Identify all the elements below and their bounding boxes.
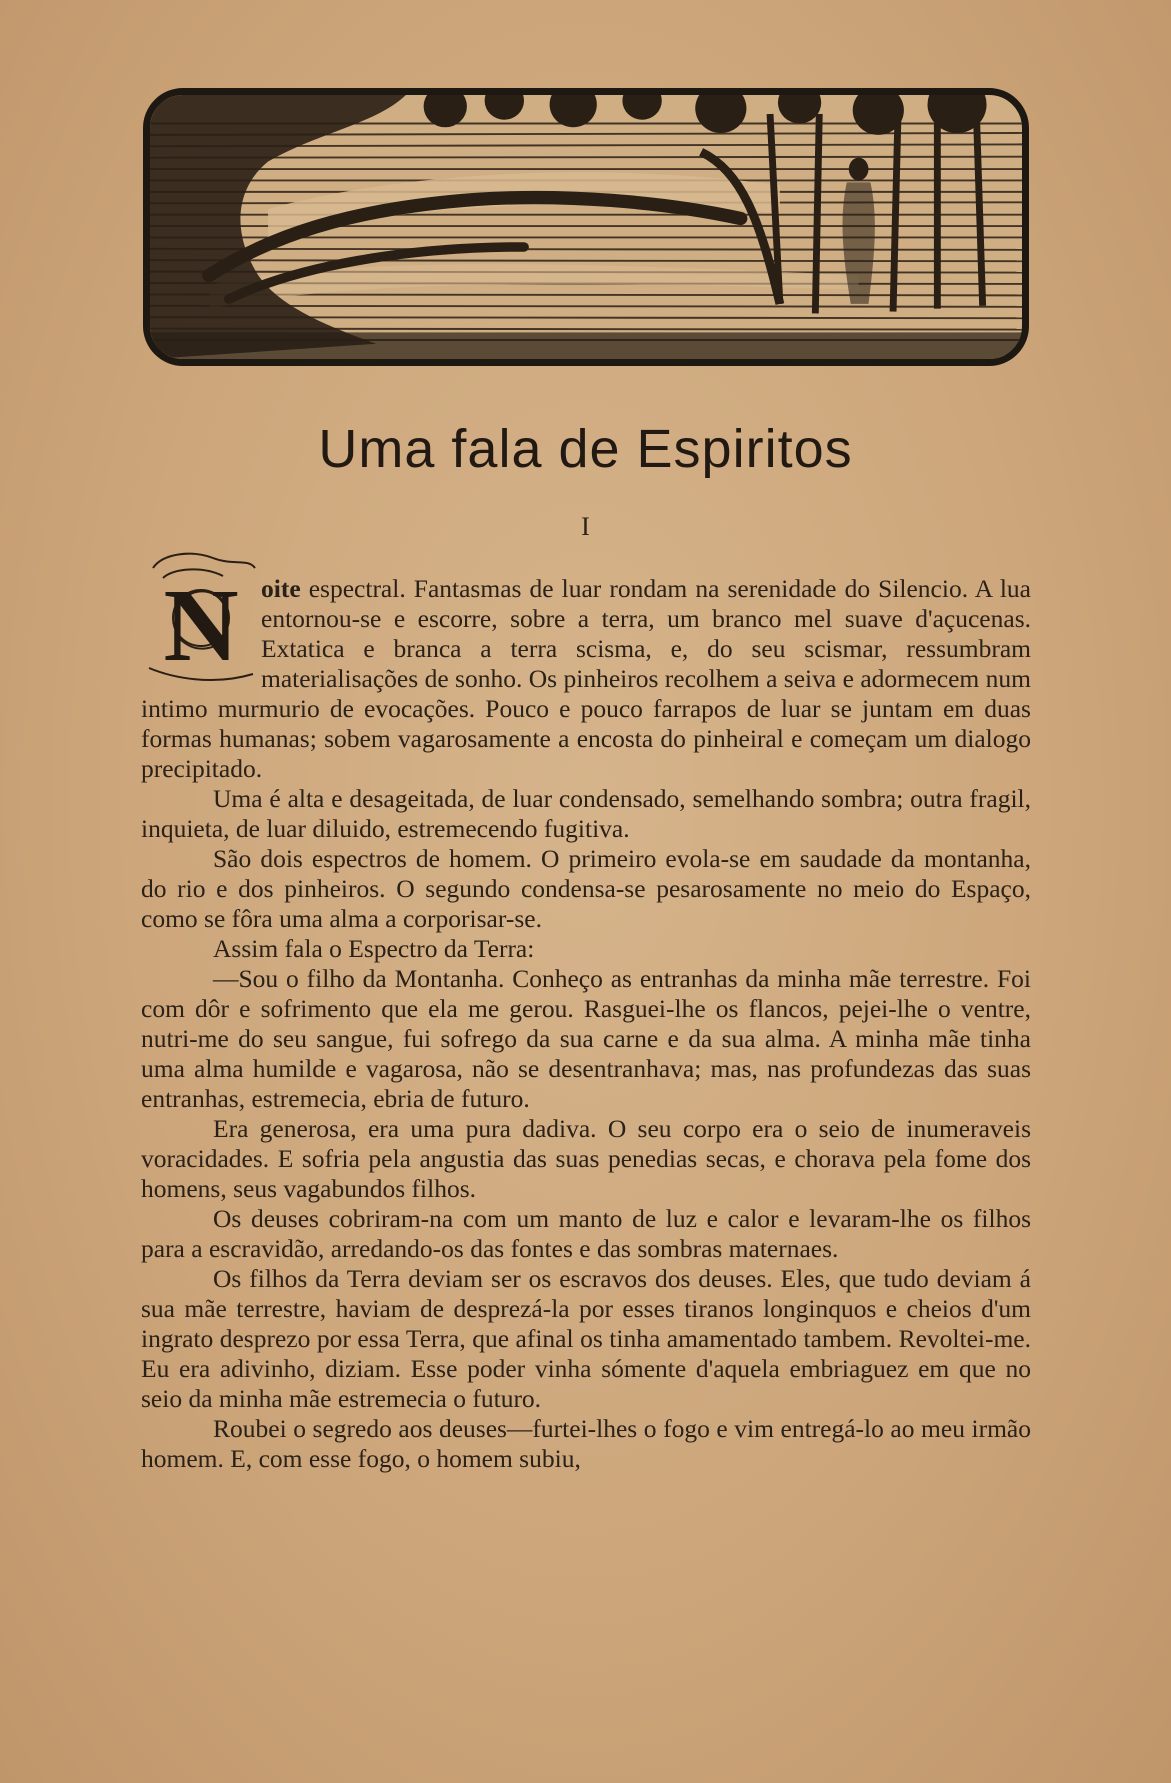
first-word: oite bbox=[261, 574, 301, 603]
paragraph-text: espectral. Fantasmas de luar rondam na serenidade do Silencio. A lua entornou-se e escorre, sobre a terra, um branco mel suave d'açucenas. Extatica e branca a terra scisma, e, do seu scismar, ressumbram materialisações de sonho. Os pinheiros recolhem a seiva e adormecem num intimo murmurio de evocações. Pouco e pouco farrapos de luar se juntam em duas formas humanas; sobem vagarosamente a encosta do pinheiral e começam um dialogo precipitado. bbox=[141, 574, 1031, 783]
paragraph: São dois espectros de homem. O primeiro evola-se em saudade da montanha, do rio e dos pinheiros. O segundo condensa-se pesarosamente no meio do Espaço, como se fôra uma alma a corporisar-se. bbox=[141, 844, 1031, 933]
paragraph: Era generosa, era uma pura dadiva. O seu corpo era o seio de inumeraveis voracidades. E sofria pela angustia das suas penedias secas, e chorava pela fome dos homens, seus vagabundos filhos. bbox=[141, 1114, 1031, 1203]
section-number: I bbox=[581, 512, 590, 541]
paragraph bbox=[141, 574, 1031, 784]
paragraph: Roubei o segredo aos deuses—furtei-lhes o fogo e vim entregá-lo ao meu irmão homem. E, com esse fogo, o homem subiu, bbox=[141, 1414, 1031, 1473]
paragraph: —Sou o filho da Montanha. Conheço as entranhas da minha mãe terrestre. Foi com dôr e sofrimento que ela me gerou. Rasguei-lhe os flancos, pejei-lhe o ventre, nutri-me do seu sangue, fui sofrego da sua carne e da sua alma. A minha mãe tinha uma alma humilde e vagarosa, não se desentranhava; mas, nas profundezas das suas entranhas, estremecia, ebria de futuro. bbox=[141, 964, 1031, 1113]
drop-cap-spacer bbox=[141, 574, 261, 692]
article-body bbox=[141, 574, 1031, 1474]
paragraph: Os filhos da Terra deviam ser os escravos dos deuses. Eles, que tudo deviam á sua mãe terrestre, haviam de desprezá-la por esses tiranos longinquos e cheios d'um ingrato desprezo por essa Terra, que afinal os tinha amamentado tambem. Revoltei-me. Eu era adivinho, diziam. Esse poder vinha sómente d'aquela embriaguez em que no seio da minha mãe estremecia o futuro. bbox=[141, 1264, 1031, 1413]
paragraph: Os deuses cobriram-na com um manto de luz e calor e levaram-lhe os filhos para a escravidão, arredando-os das fontes e das sombras maternaes. bbox=[141, 1204, 1031, 1263]
paragraph: Assim fala o Espectro da Terra: bbox=[213, 934, 535, 963]
drop-cap-letter: N bbox=[163, 568, 239, 683]
paragraph: Uma é alta e desageitada, de luar condensado, semelhando sombra; outra fragil, inquieta, de luar diluido, estremecendo fugitiva. bbox=[141, 784, 1031, 843]
header-illustration bbox=[143, 88, 1029, 366]
page-title: Uma fala de Espiritos bbox=[318, 419, 853, 479]
landscape-vignette-icon bbox=[150, 95, 1022, 359]
